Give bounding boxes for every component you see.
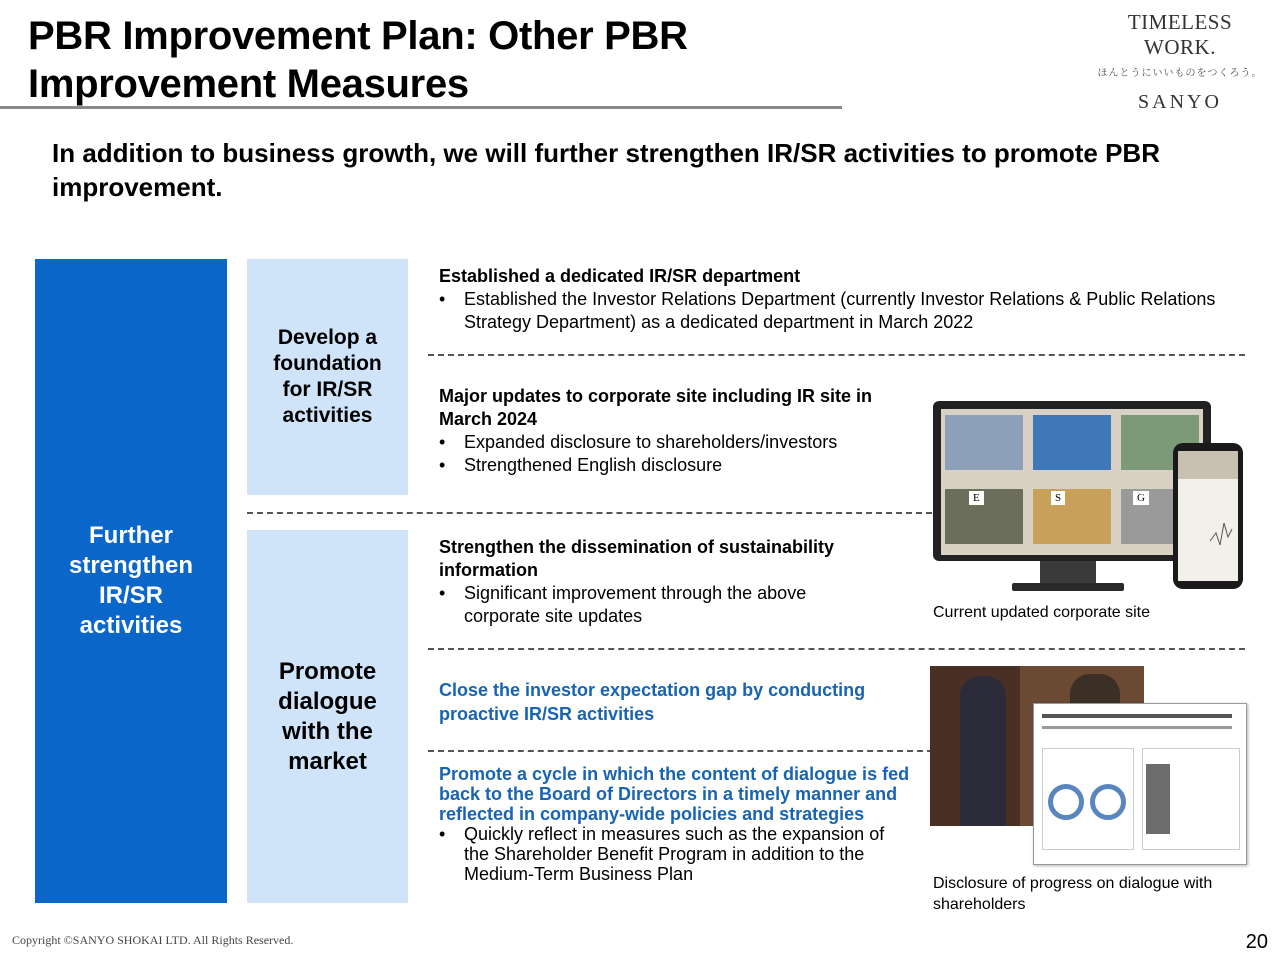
corporate-site-monitor-image (933, 401, 1211, 561)
item-dedicated-department (439, 265, 1229, 334)
dashed-divider (428, 354, 1245, 356)
monitor-screen (941, 409, 1203, 555)
dashed-divider (428, 648, 1245, 650)
item-heading: Established a dedicated IR/SR department (439, 266, 801, 286)
bullet-text: Expanded disclosure to shareholders/investors (464, 432, 838, 452)
bullet-dot: • (439, 432, 446, 452)
bullet-dot: • (439, 455, 446, 475)
item-bullet (439, 454, 919, 477)
item-sustainability-info (439, 536, 879, 628)
main-theme-box (35, 259, 227, 903)
tile-letter: G (1133, 491, 1149, 505)
category-foundation-label: Develop a foundation for IR/SR activities (273, 326, 382, 427)
monitor-stand (1040, 561, 1096, 583)
item-bullet (439, 288, 1229, 334)
company-logo (1090, 10, 1270, 114)
dialogue-report-document (1033, 703, 1247, 865)
dashed-divider (247, 512, 932, 514)
bullet-dot: • (439, 583, 446, 603)
screen-tile-s (1033, 489, 1111, 544)
phone-chart-graphic (1178, 451, 1238, 581)
bullet-text: Established the Investor Relations Department (currently Investor Relations & Public Relations Strategy Department) as a dedicated department in March 2022 (464, 289, 1216, 332)
title-divider (0, 106, 842, 109)
logo-tagline: TIMELESS WORK. (1127, 10, 1233, 59)
item-corporate-site-update (439, 385, 919, 477)
corporate-site-phone-image (1173, 443, 1243, 589)
screen-tile-e (945, 489, 1023, 544)
category-foundation-box (247, 259, 408, 495)
item-heading: Major updates to corporate site including IR site in March 2024 (439, 386, 873, 429)
main-theme-label: Further strengthen IR/SR activities (68, 522, 193, 639)
item-bullet (439, 431, 919, 454)
item-heading: Close the investor expectation gap by conducting proactive IR/SR activities (439, 680, 866, 724)
item-bullet (439, 582, 879, 628)
bullet-dot: • (439, 289, 446, 309)
copyright-notice: Copyright ©SANYO SHOKAI LTD. All Rights Reserved. (12, 933, 294, 947)
logo-subtagline: ほんとうにいいものをつくろう。 (1097, 68, 1263, 79)
corporate-site-caption: Current updated corporate site (933, 604, 1151, 621)
page-number: 20 (1245, 931, 1268, 953)
item-heading: Promote a cycle in which the content of dialogue is fed back to the Board of Directors in a timely manner and reflected in company-wide policies and strategies (439, 764, 910, 824)
screen-tile-photo (945, 415, 1023, 470)
item-heading: Strengthen the dissemination of sustainability information (439, 537, 835, 580)
item-expectation-gap (439, 678, 914, 726)
page-title: PBR Improvement Plan: Other PBR Improvement Measures (28, 14, 688, 106)
tile-letter: S (1051, 491, 1065, 505)
item-bullet (439, 824, 914, 884)
bullet-text: Quickly reflect in measures such as the expansion of the Shareholder Benefit Program in addition to the Medium-Term Business Plan (464, 824, 885, 884)
dialogue-caption: Disclosure of progress on dialogue with shareholders (933, 875, 1213, 913)
item-feedback-cycle (439, 764, 914, 884)
phone-screen (1178, 451, 1238, 581)
bullet-dot: • (439, 824, 446, 844)
category-dialogue-label: Promote dialogue with the market (278, 657, 377, 775)
category-dialogue-box (247, 530, 408, 903)
tile-letter: E (969, 491, 984, 505)
bullet-text: Significant improvement through the above corporate site updates (464, 583, 807, 626)
monitor-base (1012, 583, 1124, 591)
screen-tile-photo (1033, 415, 1111, 470)
bullet-text: Strengthened English disclosure (464, 455, 723, 475)
dashed-divider (428, 750, 933, 752)
lead-statement: In addition to business growth, we will further strengthen IR/SR activities to promote PBR improvement. (52, 138, 1160, 202)
logo-brand: SANYO (1138, 91, 1222, 113)
